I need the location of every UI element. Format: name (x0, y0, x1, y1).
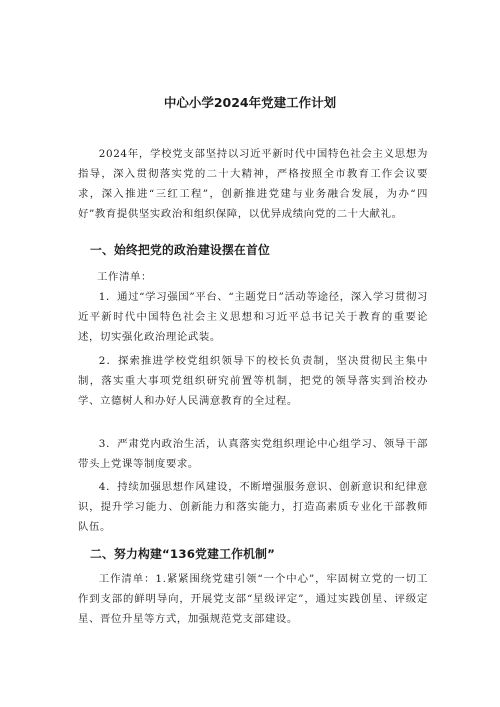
intro-paragraph-block (78, 144, 428, 224)
section1-item-4-block (78, 477, 428, 537)
section1-item: 3．严肃党内政治生活，认真落实党组织理论中心组学习、领导干部带头上党课等制度要求。 (78, 438, 428, 471)
section1-item-1-block (78, 287, 428, 347)
section1-item-3-block (78, 434, 428, 474)
section1-item: 4．持续加强思想作风建设，不断增强服务意识、创新意识和纪律意识，提升学习能力、创新能力和落实能力，打造高素质专业化干部教师队伍。 (78, 481, 428, 534)
intro-paragraph: 2024年，学校党支部坚持以习近平新时代中国特色社会主义思想为指导，深入贯彻落实党的二十大精神，严格按照全市教育工作会议要求，深入推进“三红工程”，创新推进党建与业务融合发展，为办“四好”教育提供坚实政治和组织保障，以优异成绩向党的二十大献礼。 (78, 148, 428, 221)
section1-item: 2．探索推进学校党组织领导下的校长负责制，坚决贯彻民主集中制，落实重大事项党组织研究前置等机制，把党的领导落实到治校办学、立德树人和办好人民满意教育的全过程。 (78, 355, 428, 408)
document-title: 中心小学2024年党建工作计划 (163, 95, 337, 110)
section2-text-block (78, 569, 428, 629)
section1-list-label: 工作清单： (97, 271, 152, 283)
section1-item-2-block (78, 351, 428, 411)
section2-heading: 二、努力构建“136党建工作机制” (90, 547, 276, 561)
section1-heading: 一、始终把党的政治建设摆在首位 (90, 243, 270, 257)
section2-paragraph: 工作清单：1.紧紧围绕党建引领“一个中心”，牢固树立党的一切工作到支部的鲜明导向，开展党支部“星级评定”，通过实践创星、评级定星、晋位升星等方式，加强规范党支部建设。 (78, 573, 428, 626)
section1-item: 1．通过“学习强国”平台、“主题党日”活动等途径，深入学习贯彻习近平新时代中国特色社会主义思想和习近平总书记关于教育的重要论述，切实强化政治理论武装。 (78, 291, 428, 344)
